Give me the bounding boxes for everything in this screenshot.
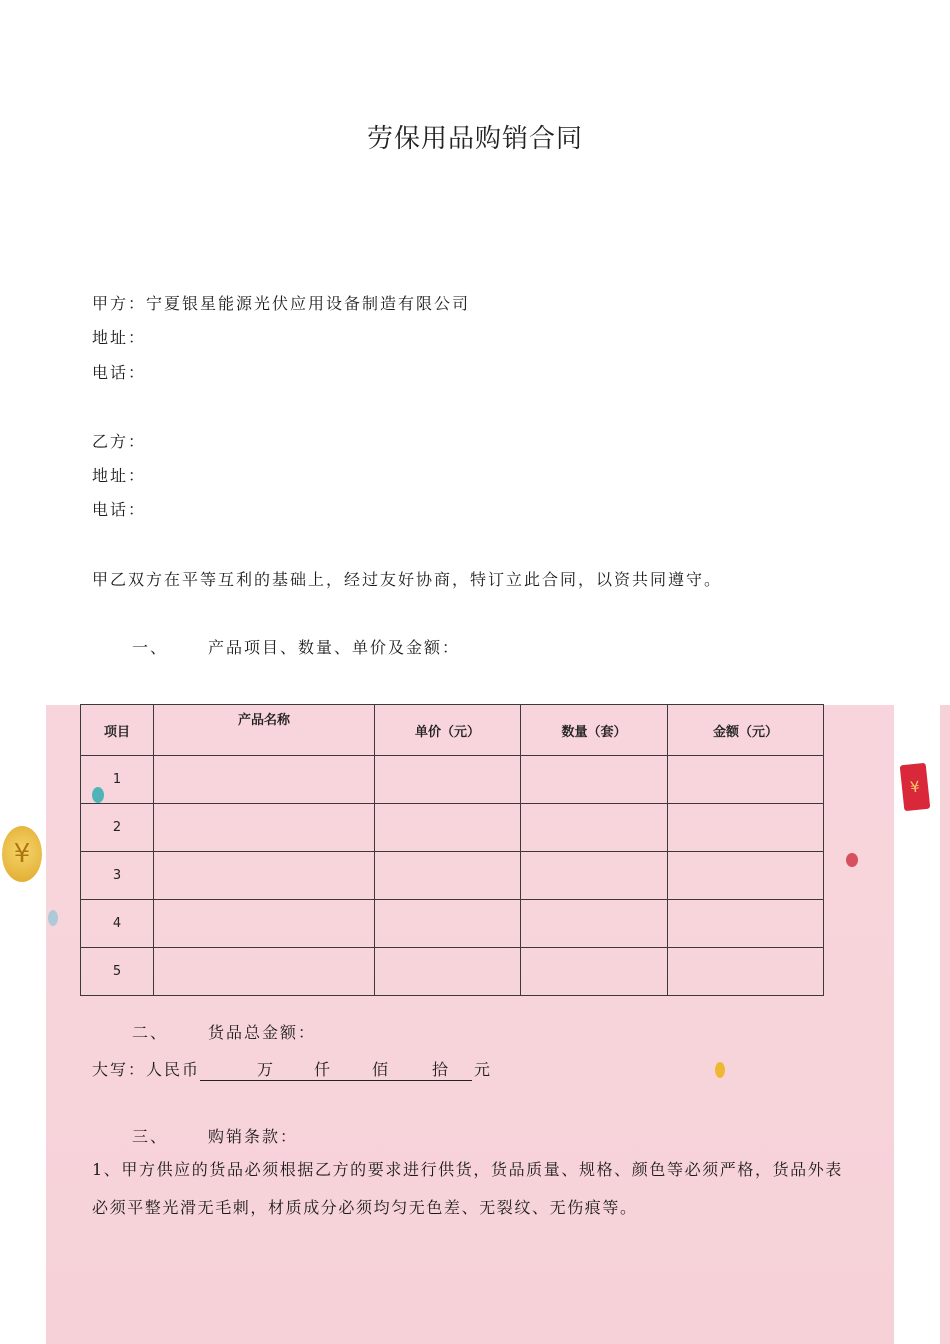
section-3-heading: [132, 1127, 298, 1147]
clause-1: 1、甲方供应的货品必须根据乙方的要求进行供货，货品质量、规格、颜色等必须严格，货品外表必须平整光滑无毛刺，材质成分必须均匀无色差、无裂纹、无伤痕等。: [92, 1160, 843, 1217]
header-unit-price: 单价（元）: [375, 705, 521, 756]
cell-unit-price: [375, 852, 521, 900]
row-index: 3: [81, 852, 154, 900]
cell-amount: [668, 756, 824, 804]
amount-blank-shi: [410, 1057, 472, 1081]
gold-coin-icon: ¥: [2, 826, 42, 882]
intro-paragraph: 甲乙双方在平等互利的基础上，经过友好协商，特订立此合同，以资共同遵守。: [92, 570, 723, 589]
section-3-number: 三、: [132, 1127, 169, 1146]
cell-quantity: [521, 756, 668, 804]
section-3-title: 购销条款：: [208, 1127, 299, 1146]
decor-dot-blue: [48, 910, 58, 926]
party-a-phone: 电话：: [92, 363, 147, 382]
cell-unit-price: [375, 900, 521, 948]
cell-product-name: [154, 804, 375, 852]
section-1-heading: [132, 638, 460, 658]
table-row: [81, 852, 824, 900]
amount-unit-qian: 仟: [314, 1060, 333, 1079]
section-2-title: 货品总金额：: [208, 1023, 317, 1042]
cell-product-name: [154, 756, 375, 804]
header-amount: 金额（元）: [668, 705, 824, 756]
section-1-title: 产品项目、数量、单价及金额：: [208, 638, 461, 657]
row-index: 5: [81, 948, 154, 996]
product-table: [80, 704, 824, 996]
red-envelope-icon: ¥: [900, 763, 931, 811]
cell-amount: [668, 948, 824, 996]
cell-quantity: [521, 900, 668, 948]
amount-unit-bai: 佰: [372, 1060, 391, 1079]
party-a-address: 地址：: [92, 328, 147, 347]
header-item: 项目: [81, 705, 154, 756]
amount-suffix: 元: [474, 1060, 493, 1079]
cell-unit-price: [375, 948, 521, 996]
table-header-row: [81, 705, 824, 756]
contract-title: 劳保用品购销合同: [366, 124, 583, 154]
row-index: 1: [81, 756, 154, 804]
header-product-name: 产品名称: [154, 705, 375, 756]
table-row: [81, 756, 824, 804]
amount-blank-bai: [352, 1057, 410, 1081]
cell-unit-price: [375, 756, 521, 804]
row-index: 2: [81, 804, 154, 852]
cell-unit-price: [375, 804, 521, 852]
section-2-number: 二、: [132, 1023, 169, 1042]
amount-blank-wan: [200, 1057, 294, 1081]
cell-product-name: [154, 900, 375, 948]
header-quantity: 数量（套）: [521, 705, 668, 756]
amount-blank-qian: [294, 1057, 352, 1081]
cell-quantity: [521, 852, 668, 900]
section-2-heading: [132, 1023, 316, 1043]
table-row: [81, 804, 824, 852]
cell-quantity: [521, 804, 668, 852]
party-b-address: 地址：: [92, 466, 147, 485]
cell-amount: [668, 804, 824, 852]
cell-product-name: [154, 852, 375, 900]
table-row: [81, 900, 824, 948]
party-b-phone: 电话：: [92, 500, 147, 519]
amount-unit-shi: 拾: [432, 1060, 451, 1079]
party-a-name: 甲方：宁夏银星能源光伏应用设备制造有限公司: [92, 294, 471, 313]
cell-amount: [668, 900, 824, 948]
decor-dot-gold: [715, 1062, 725, 1078]
decor-dot-red: [846, 853, 858, 867]
cell-product-name: [154, 948, 375, 996]
cell-amount: [668, 852, 824, 900]
background-right-edge: [940, 705, 950, 1344]
section-1-number: 一、: [132, 638, 169, 657]
cell-quantity: [521, 948, 668, 996]
total-amount-words: [92, 1057, 492, 1081]
amount-prefix: 大写：人民币: [92, 1060, 201, 1079]
row-index: 4: [81, 900, 154, 948]
party-b-name: 乙方：: [92, 432, 147, 451]
amount-unit-wan: 万: [257, 1060, 276, 1079]
table-row: [81, 948, 824, 996]
